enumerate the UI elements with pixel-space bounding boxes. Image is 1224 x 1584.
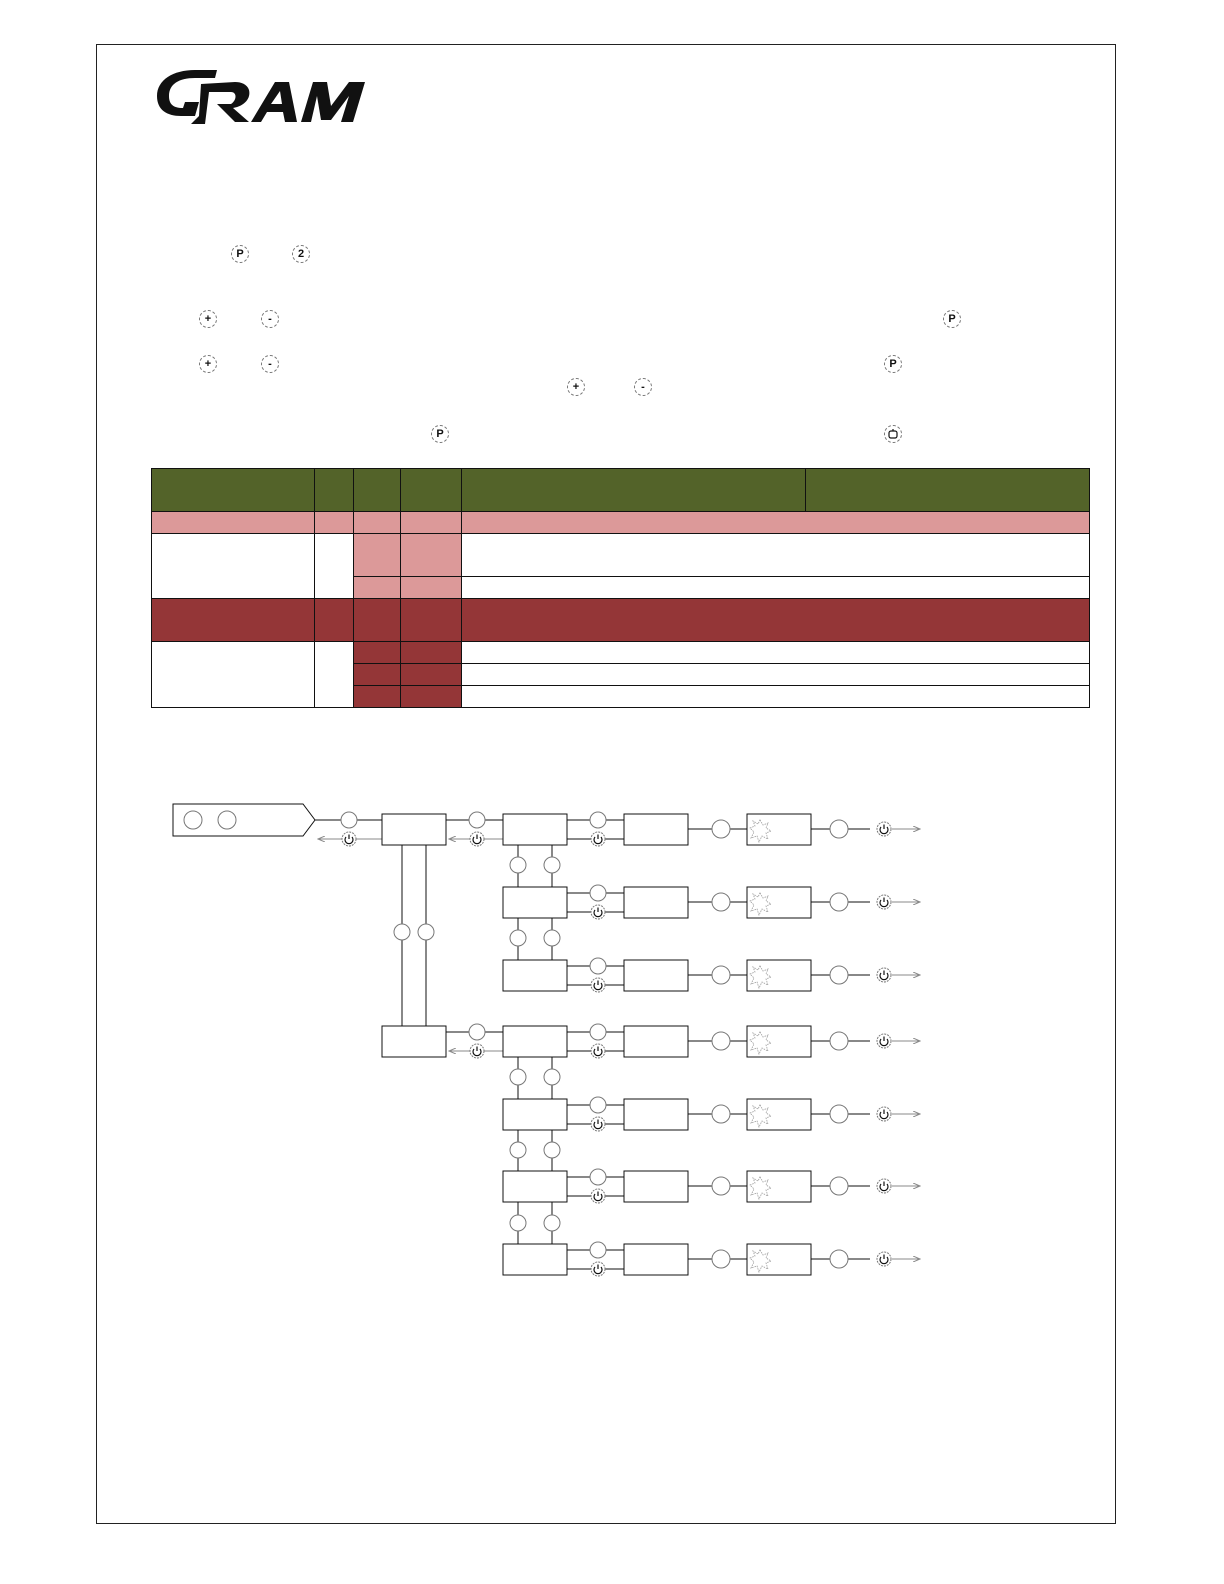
plus-button-icon: + (567, 378, 585, 396)
minus-button-icon: - (261, 355, 279, 373)
table-cell (354, 599, 401, 642)
table-cell (401, 642, 462, 664)
plus-button-icon: + (199, 310, 217, 328)
key-circle (341, 812, 357, 828)
key-circle (469, 812, 485, 828)
table-row (152, 534, 1090, 577)
menu-box (382, 1026, 446, 1057)
table-header-cell (401, 469, 462, 512)
power-icon (342, 832, 356, 846)
table-header-cell (806, 469, 1090, 512)
table-cell (354, 686, 401, 708)
table-header-cell (152, 469, 315, 512)
stopwatch-icon (884, 425, 902, 443)
table-cell (354, 512, 401, 534)
table-cell (315, 642, 354, 708)
table-cell (462, 599, 1090, 642)
p-button-icon: P (431, 425, 449, 443)
table-cell (462, 577, 1090, 599)
table-header-cell (315, 469, 354, 512)
table-cell (354, 642, 401, 664)
table-cell (315, 534, 354, 599)
table-row (152, 599, 1090, 642)
minus-button-icon: - (261, 310, 279, 328)
table-cell (354, 664, 401, 686)
menu-row (503, 1024, 920, 1058)
table-cell (354, 534, 401, 577)
key-circle (469, 1024, 485, 1040)
table-cell (462, 642, 1090, 664)
menu-row (503, 1097, 920, 1131)
table-cell (401, 664, 462, 686)
table-cell (315, 512, 354, 534)
table-cell (401, 534, 462, 577)
table-cell (401, 686, 462, 708)
menu-row (503, 1242, 920, 1276)
table-header-row (152, 469, 1090, 512)
menu-row (503, 958, 920, 992)
p-button-icon: P (231, 245, 249, 263)
p-button-icon: P (943, 310, 961, 328)
table-cell (354, 577, 401, 599)
table-cell (152, 534, 315, 599)
table-cell (315, 599, 354, 642)
menu-row (503, 812, 920, 846)
menu-row (503, 1169, 920, 1203)
table-cell (152, 642, 315, 708)
table-row (152, 642, 1090, 664)
key-circle (418, 924, 434, 940)
menu-box (382, 814, 446, 845)
table-cell (152, 599, 315, 642)
table-cell (462, 512, 1090, 534)
table-cell (401, 512, 462, 534)
plus-button-icon: + (199, 355, 217, 373)
table-cell (462, 664, 1090, 686)
table-cell (462, 534, 1090, 577)
power-icon (470, 1044, 484, 1058)
table-header-cell (354, 469, 401, 512)
p-button-icon: P (884, 355, 902, 373)
menu-row (503, 885, 920, 919)
key-circle (394, 924, 410, 940)
parameter-table (151, 468, 1090, 708)
table-cell (401, 577, 462, 599)
table-cell (152, 512, 315, 534)
page-frame (96, 44, 1116, 1524)
table-cell (401, 599, 462, 642)
display-digit-circle (184, 811, 202, 829)
gram-logo (155, 64, 385, 124)
power-icon (470, 832, 484, 846)
table-cell (462, 686, 1090, 708)
two-button-icon: 2 (292, 245, 310, 263)
menu-flow-diagram (150, 790, 950, 1290)
display-digit-circle (218, 811, 236, 829)
minus-button-icon: - (634, 378, 652, 396)
table-header-cell (462, 469, 806, 512)
table-row (152, 512, 1090, 534)
